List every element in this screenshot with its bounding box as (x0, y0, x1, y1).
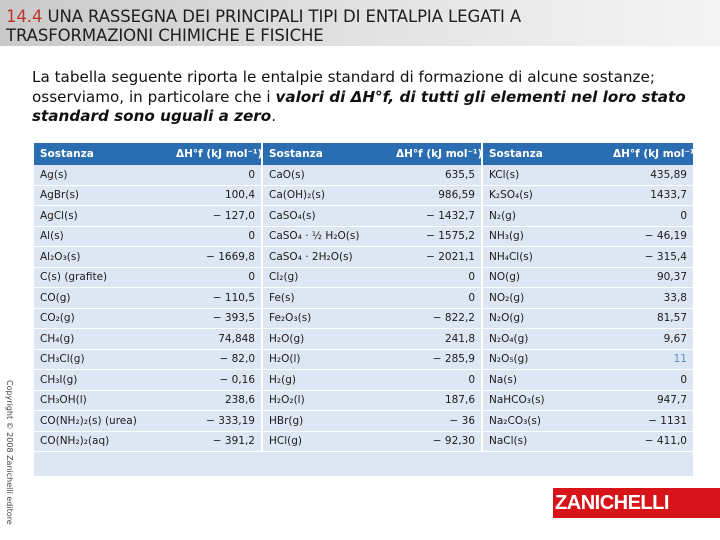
column-header: Sostanza (262, 143, 390, 165)
enthalpy-value-cell: − 822,2 (390, 308, 482, 329)
substance-cell: HBr(g) (262, 411, 390, 432)
substance-cell: CH₃I(g) (34, 370, 170, 391)
table-row (34, 390, 693, 411)
enthalpy-value-cell: 635,5 (390, 165, 482, 185)
substance-cell: AgBr(s) (34, 185, 170, 206)
substance-cell: NaHCO₃(s) (482, 390, 607, 411)
slide-title-line-1 (6, 8, 521, 26)
substance-cell: Al₂O₃(s) (34, 247, 170, 268)
substance-cell: CO(g) (34, 288, 170, 309)
enthalpy-value-cell: 74,848 (170, 329, 262, 350)
substance-cell: CH₃OH(l) (34, 390, 170, 411)
enthalpy-value-cell: 0 (170, 165, 262, 185)
substance-cell: CO(NH₂)₂(aq) (34, 431, 170, 452)
intro-emphasis: valori di ΔH°f, di tutti gli elementi nel loro stato standard sono uguali a zero (32, 87, 686, 125)
substance-cell: NaCl(s) (482, 431, 607, 452)
enthalpy-table-grid (34, 143, 700, 452)
enthalpy-value-cell: 0 (170, 226, 262, 247)
substance-cell: NH₃(g) (482, 226, 607, 247)
column-header: Sostanza (34, 143, 170, 165)
logo-bar (671, 488, 720, 518)
substance-cell: NH₄Cl(s) (482, 247, 607, 268)
enthalpy-value-cell: 241,8 (390, 329, 482, 350)
table-row (34, 411, 693, 432)
substance-cell: AgCl(s) (34, 206, 170, 227)
title-text-1: UNA RASSEGNA DEI PRINCIPALI TIPI DI ENTALPIA LEGATI A (47, 7, 522, 26)
substance-cell: Na₂CO₃(s) (482, 411, 607, 432)
substance-cell: H₂O(g) (262, 329, 390, 350)
enthalpy-value-cell: − 36 (390, 411, 482, 432)
zanichelli-logo: ZANICHELLI (553, 488, 671, 518)
substance-cell: Cl₂(g) (262, 267, 390, 288)
enthalpy-value-cell: 33,8 (607, 288, 693, 309)
column-header: ΔH°f (kJ mol⁻¹) (170, 143, 262, 165)
enthalpy-value-cell: − 393,5 (170, 308, 262, 329)
enthalpy-value-cell: − 1432,7 (390, 206, 482, 227)
substance-cell: NO(g) (482, 267, 607, 288)
substance-cell: Fe₂O₃(s) (262, 308, 390, 329)
enthalpy-value-cell: 11 (607, 349, 693, 370)
substance-cell: Al(s) (34, 226, 170, 247)
table-row (34, 185, 693, 206)
table-body (34, 165, 693, 452)
column-header: ΔH°f (kJ mol⁻¹) (390, 143, 482, 165)
enthalpy-value-cell: 9,67 (607, 329, 693, 350)
copyright-text: Copyright © 2008 Zanichelli editore (5, 380, 14, 525)
enthalpy-value-cell: 0 (607, 370, 693, 391)
enthalpy-value-cell: 0 (390, 370, 482, 391)
column-header: ΔH°f (kJ mol⁻¹) (607, 143, 693, 165)
substance-cell: C(s) (grafite) (34, 267, 170, 288)
intro-paragraph (32, 68, 702, 127)
substance-cell: N₂O(g) (482, 308, 607, 329)
substance-cell: K₂SO₄(s) (482, 185, 607, 206)
enthalpy-value-cell: 947,7 (607, 390, 693, 411)
section-number: 14.4 (6, 7, 43, 26)
enthalpy-value-cell: − 0,16 (170, 370, 262, 391)
substance-cell: H₂O(l) (262, 349, 390, 370)
title-bar (0, 0, 720, 46)
substance-cell: CH₄(g) (34, 329, 170, 350)
enthalpy-value-cell: − 333,19 (170, 411, 262, 432)
substance-cell: Fe(s) (262, 288, 390, 309)
table-row (34, 226, 693, 247)
substance-cell: H₂(g) (262, 370, 390, 391)
enthalpy-value-cell: − 411,0 (607, 431, 693, 452)
enthalpy-value-cell: 187,6 (390, 390, 482, 411)
substance-cell: CaSO₄(s) (262, 206, 390, 227)
enthalpy-value-cell: 0 (607, 206, 693, 227)
table-row (34, 329, 693, 350)
intro-text-2: . (271, 107, 277, 125)
enthalpy-value-cell: − 127,0 (170, 206, 262, 227)
substance-cell: CaSO₄ · 2H₂O(s) (262, 247, 390, 268)
substance-cell: N₂(g) (482, 206, 607, 227)
enthalpy-value-cell: 0 (170, 267, 262, 288)
substance-cell: Ca(OH)₂(s) (262, 185, 390, 206)
substance-cell: CO₂(g) (34, 308, 170, 329)
enthalpy-value-cell: − 1669,8 (170, 247, 262, 268)
substance-cell: N₂O₄(g) (482, 329, 607, 350)
table-row (34, 206, 693, 227)
table-row (34, 247, 693, 268)
substance-cell: CaSO₄ · ½ H₂O(s) (262, 226, 390, 247)
enthalpy-value-cell: − 110,5 (170, 288, 262, 309)
enthalpy-value-cell: − 46,19 (607, 226, 693, 247)
enthalpy-value-cell: − 92,30 (390, 431, 482, 452)
enthalpy-value-cell: − 315,4 (607, 247, 693, 268)
substance-cell: NO₂(g) (482, 288, 607, 309)
enthalpy-value-cell: 986,59 (390, 185, 482, 206)
enthalpy-value-cell: 435,89 (607, 165, 693, 185)
intro-text-1: La tabella seguente riporta le entalpie standard di formazione di alcune sostanze; osserviamo, in particolare che i (32, 68, 655, 106)
substance-cell: CaO(s) (262, 165, 390, 185)
copyright-notice (0, 380, 14, 530)
enthalpy-value-cell: − 285,9 (390, 349, 482, 370)
enthalpy-value-cell: 81,57 (607, 308, 693, 329)
slide-title-line-2: TRASFORMAZIONI CHIMICHE E FISICHE (6, 26, 324, 45)
enthalpy-value-cell: − 2021,1 (390, 247, 482, 268)
table-row (34, 165, 693, 185)
enthalpy-value-cell: 0 (390, 288, 482, 309)
substance-cell: CH₃Cl(g) (34, 349, 170, 370)
table-row (34, 267, 693, 288)
enthalpy-value-cell: − 82,0 (170, 349, 262, 370)
table-row (34, 349, 693, 370)
enthalpy-value-cell: − 1575,2 (390, 226, 482, 247)
enthalpy-value-cell: − 1131 (607, 411, 693, 432)
enthalpy-value-cell: 90,37 (607, 267, 693, 288)
substance-cell: Ag(s) (34, 165, 170, 185)
table-row (34, 308, 693, 329)
substance-cell: N₂O₅(g) (482, 349, 607, 370)
enthalpy-value-cell: 0 (390, 267, 482, 288)
enthalpy-value-cell: 238,6 (170, 390, 262, 411)
table-header-row (34, 143, 693, 165)
table-row (34, 288, 693, 309)
substance-cell: H₂O₂(l) (262, 390, 390, 411)
enthalpy-table (34, 143, 700, 476)
substance-cell: KCl(s) (482, 165, 607, 185)
substance-cell: Na(s) (482, 370, 607, 391)
substance-cell: CO(NH₂)₂(s) (urea) (34, 411, 170, 432)
enthalpy-value-cell: 1433,7 (607, 185, 693, 206)
enthalpy-value-cell: − 391,2 (170, 431, 262, 452)
table-row (34, 431, 693, 452)
column-header: Sostanza (482, 143, 607, 165)
table-row (34, 370, 693, 391)
enthalpy-value-cell: 100,4 (170, 185, 262, 206)
substance-cell: HCl(g) (262, 431, 390, 452)
